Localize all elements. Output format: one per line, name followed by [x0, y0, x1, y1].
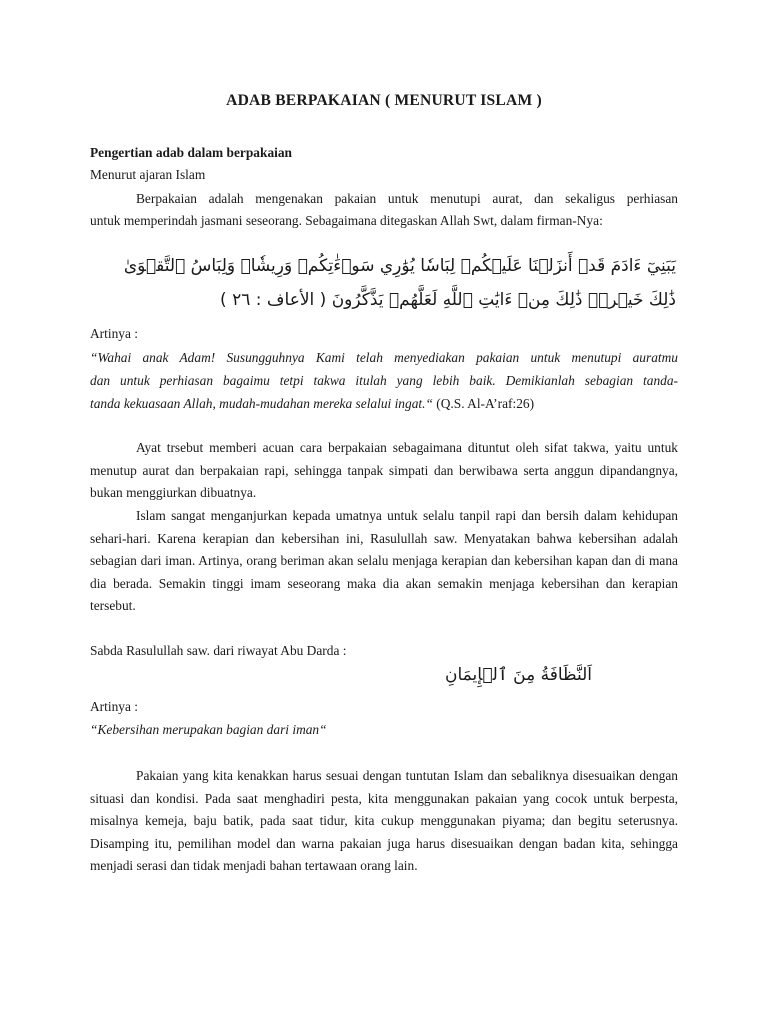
paragraph-2-text: Islam sangat menganjurkan kepada umatnya untuk selalu tanpil rapi dan bersih dalam kehidupan sehari-hari. Karena kerapian dan kebersihan ini, Rasulullah saw. Menyatakan bahwa kebersihan adalah sebagian dari iman. Artinya, orang beriman akan selalu menjaga kerapian dan kebersihan kapan dan di mana dia berada. Semakin tinggi imam seseorang maka dia akan semakin menjaga kebersihan dan kerapian tersebut.	[90, 508, 678, 613]
document-title: ADAB BERPAKAIAN ( MENURUT ISLAM )	[226, 92, 542, 109]
translation-1-line-3	[90, 395, 678, 413]
paragraph-1-text: Ayat trsebut memberi acuan cara berpakaian sebagaimana dituntut oleh sifat takwa, yaitu untuk menutup aurat dan berpakaian rapi, sehingga tanpak simpati dan berwibawa serta anggun dipandangnya, bukan menggiurkan dibuatnya.	[90, 440, 678, 500]
translation-1-text: tanda kekuasaan Allah, mudah-mudahan mereka selalui ingat.“	[90, 396, 433, 411]
hadith-intro: Sabda Rasulullah saw. dari riwayat Abu Darda :	[90, 643, 347, 658]
paragraph-3	[90, 765, 678, 878]
translation-2: “Kebersihan merupakan bagian dari iman“	[90, 722, 327, 737]
paragraph-2	[90, 505, 678, 618]
section-heading: Pengertian adab dalam berpakaian	[90, 145, 292, 160]
translation-1-reference: (Q.S. Al-A’raf:26)	[432, 396, 535, 411]
verse-line-1: يَبَنِيٓ ءَادَمَ قَدۡ أَنزَلۡنَا عَلَيۡكُمۡ لِبَاسٗا يُوَٰرِي سَوۡءَٰتِكُمۡ وَرِيشٗاۖ وَلِبَاسُ ٱلتَّقۡوَىٰ	[123, 256, 676, 276]
hadith-arabic: اَلنَّظَافَةُ مِنَ ٱلۡإِيمَانِ	[445, 665, 592, 685]
intro-line-2: untuk memperindah jasmani seseorang. Sebagaimana ditegaskan Allah Swt, dalam firman-Nya:	[90, 213, 603, 228]
verse-line-2: ذَٰلِكَ خَيۡرٞۚ ذَٰلِكَ مِنۡ ءَايَٰتِ ٱللَّهِ لَعَلَّهُمۡ يَذَّكَّرُونَ ( الأعاف : ٢٦ )	[220, 290, 676, 310]
translation-1-line-1: “Wahai anak Adam! Susungguhnya Kami telah menyediakan pakaian untuk menutupi auratmu	[90, 350, 678, 365]
paragraph-3-text: Pakaian yang kita kenakkan harus sesuai dengan tuntutan Islam dan sebaliknya disesuaikan dengan situasi dan kondisi. Pada saat menghadiri pesta, kita menggunakan pakaian yang cocok untuk berpesta, misalnya kemeja, baju batik, pada saat tidur, kita cukup menggunakan piyama; dan begitu seterusnya. Disamping itu, pemilihan model dan warna pakaian juga harus disesuaikan dengan badan kita, sehingga menjadi serasi dan tidak menjadi bahan tertawaan orang lain.	[90, 768, 678, 873]
intro-line-1: Berpakaian adalah mengenakan pakaian untuk menutupi aurat, dan sekaligus perhiasan	[136, 191, 678, 206]
subheading: Menurut ajaran Islam	[90, 167, 206, 182]
paragraph-1	[90, 437, 678, 505]
translation-1-line-2: dan untuk perhiasan bagaimu tetpi takwa itulah yang lebih baik. Demikianlah sebagian tanda-	[90, 373, 678, 388]
artinya-label-2: Artinya :	[90, 699, 138, 714]
artinya-label-1: Artinya :	[90, 326, 138, 341]
